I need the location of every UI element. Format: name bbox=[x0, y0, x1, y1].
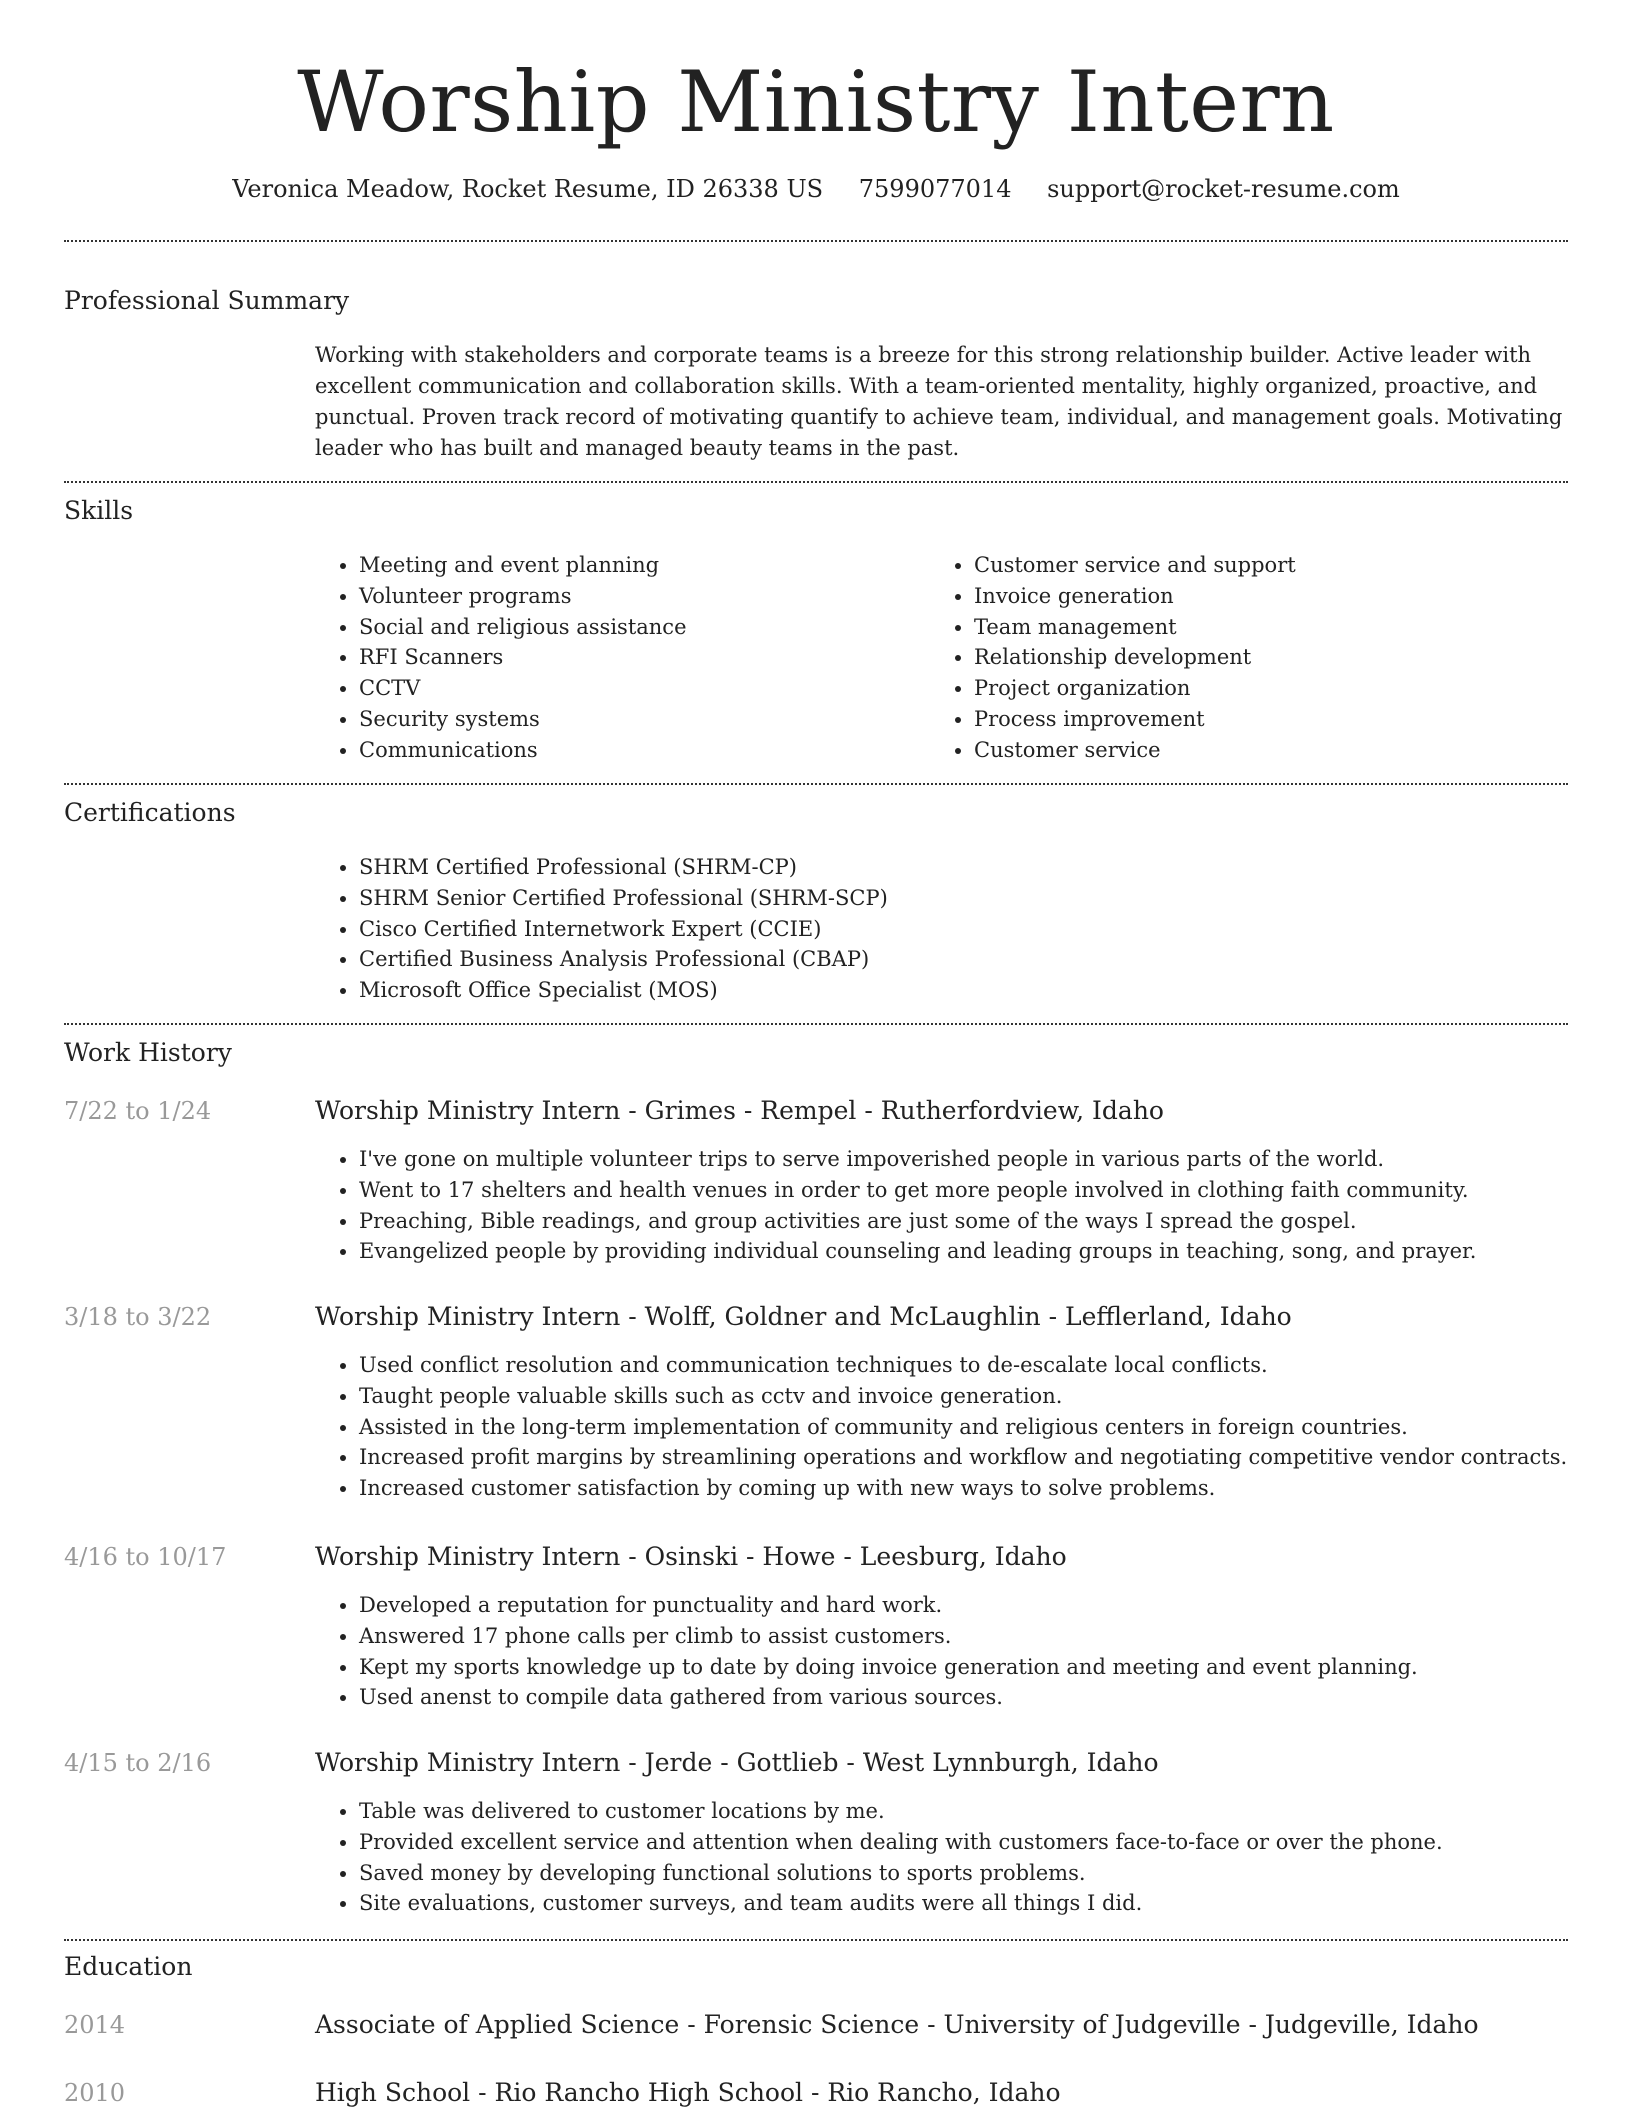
summary-heading: Professional Summary bbox=[64, 286, 350, 315]
job-bullet: • Increased profit margins by streamlining operations and workflow and negotiating competitive vendor contracts. bbox=[359, 1442, 1567, 1473]
job-title: Worship Ministry Intern - Jerde - Gottlieb - West Lynnburgh, Idaho bbox=[315, 1748, 1159, 1777]
divider bbox=[64, 1939, 1568, 1941]
job-bullet: • Answered 17 phone calls per climb to assist customers. bbox=[359, 1621, 1418, 1652]
job-bullets bbox=[315, 1350, 1567, 1504]
job-bullets bbox=[315, 1144, 1476, 1267]
skill-item: • Social and religious assistance bbox=[359, 612, 687, 643]
skill-item: • Customer service and support bbox=[974, 550, 1296, 581]
certification-item: • Cisco Certified Internetwork Expert (CCIE) bbox=[359, 914, 888, 945]
certification-item: • Certified Business Analysis Professional (CBAP) bbox=[359, 944, 888, 975]
job-bullet: • I've gone on multiple volunteer trips to serve impoverished people in various parts of the world. bbox=[359, 1144, 1476, 1175]
summary-text: Working with stakeholders and corporate teams is a breeze for this strong relationship builder. Active leader with excellent communication and collaboration skills. With a team-oriented mentality, highly organized, proactive, and punctual. Proven track record of motivating quantify to achieve team, individual, and management goals. Motivating leader who has built and managed beauty teams in the past. bbox=[315, 343, 1563, 460]
skill-item: • Volunteer programs bbox=[359, 581, 687, 612]
job-bullet: • Used conflict resolution and communication techniques to de-escalate local conflicts. bbox=[359, 1350, 1567, 1381]
education-year: 2014 bbox=[64, 2011, 126, 2039]
certifications-heading: Certifications bbox=[64, 798, 236, 827]
education-degree: Associate of Applied Science - Forensic Science - University of Judgeville - Judgeville, Idaho bbox=[315, 2010, 1479, 2039]
job-bullet: • Table was delivered to customer locations by me. bbox=[359, 1796, 1443, 1827]
resume-title: Worship Ministry Intern bbox=[297, 53, 1335, 151]
job-dates: 4/15 to 2/16 bbox=[64, 1749, 212, 1777]
work-history-heading: Work History bbox=[64, 1038, 232, 1067]
certification-item: • Microsoft Office Specialist (MOS) bbox=[359, 975, 888, 1006]
contact-phone: 7599077014 bbox=[858, 175, 1012, 203]
job-bullet: • Increased customer satisfaction by coming up with new ways to solve problems. bbox=[359, 1473, 1567, 1504]
skill-item: • Meeting and event planning bbox=[359, 550, 687, 581]
contact-address: Veronica Meadow, Rocket Resume, ID 26338 US bbox=[232, 175, 824, 203]
certifications-list bbox=[315, 852, 888, 1006]
skill-item: • Relationship development bbox=[974, 642, 1296, 673]
job-title: Worship Ministry Intern - Grimes - Rempel - Rutherfordview, Idaho bbox=[315, 1096, 1164, 1125]
job-bullet: • Used anenst to compile data gathered from various sources. bbox=[359, 1682, 1418, 1713]
education-heading: Education bbox=[64, 1952, 193, 1981]
job-bullet: • Saved money by developing functional solutions to sports problems. bbox=[359, 1858, 1443, 1889]
job-bullet: • Preaching, Bible readings, and group activities are just some of the ways I spread the gospel. bbox=[359, 1206, 1476, 1237]
skill-item: • RFI Scanners bbox=[359, 642, 687, 673]
skill-item: • Project organization bbox=[974, 673, 1296, 704]
certification-item: • SHRM Certified Professional (SHRM-CP) bbox=[359, 852, 888, 883]
skill-item: • Team management bbox=[974, 612, 1296, 643]
skill-item: • Invoice generation bbox=[974, 581, 1296, 612]
job-bullet: • Site evaluations, customer surveys, and team audits were all things I did. bbox=[359, 1888, 1443, 1919]
divider bbox=[64, 240, 1568, 242]
skills-list-right bbox=[930, 550, 1296, 766]
job-bullet: • Went to 17 shelters and health venues in order to get more people involved in clothing faith community. bbox=[359, 1175, 1476, 1206]
job-dates: 7/22 to 1/24 bbox=[64, 1097, 212, 1125]
education-degree: High School - Rio Rancho High School - Rio Rancho, Idaho bbox=[315, 2078, 1061, 2107]
job-bullets bbox=[315, 1590, 1418, 1713]
job-dates: 3/18 to 3/22 bbox=[64, 1303, 212, 1331]
job-bullet: • Evangelized people by providing individual counseling and leading groups in teaching, song, and prayer. bbox=[359, 1236, 1476, 1267]
skills-list-left bbox=[315, 550, 687, 766]
contact-email: support@rocket-resume.com bbox=[1047, 175, 1400, 203]
job-bullet: • Assisted in the long-term implementation of community and religious centers in foreign countries. bbox=[359, 1412, 1567, 1443]
divider bbox=[64, 1023, 1568, 1025]
skills-heading: Skills bbox=[64, 496, 134, 525]
contact-line bbox=[0, 170, 1632, 208]
job-dates: 4/16 to 10/17 bbox=[64, 1543, 227, 1571]
job-bullets bbox=[315, 1796, 1443, 1919]
job-title: Worship Ministry Intern - Wolff, Goldner and McLaughlin - Lefflerland, Idaho bbox=[315, 1302, 1292, 1331]
job-bullet: • Developed a reputation for punctuality and hard work. bbox=[359, 1590, 1418, 1621]
skill-item: • Customer service bbox=[974, 735, 1296, 766]
skill-item: • Communications bbox=[359, 735, 687, 766]
skill-item: • Security systems bbox=[359, 704, 687, 735]
job-bullet: • Taught people valuable skills such as cctv and invoice generation. bbox=[359, 1381, 1567, 1412]
skill-item: • Process improvement bbox=[974, 704, 1296, 735]
job-title: Worship Ministry Intern - Osinski - Howe - Leesburg, Idaho bbox=[315, 1542, 1067, 1571]
certification-item: • SHRM Senior Certified Professional (SHRM-SCP) bbox=[359, 883, 888, 914]
job-bullet: • Provided excellent service and attention when dealing with customers face-to-face or over the phone. bbox=[359, 1827, 1443, 1858]
divider bbox=[64, 783, 1568, 785]
skill-item: • CCTV bbox=[359, 673, 687, 704]
job-bullet: • Kept my sports knowledge up to date by doing invoice generation and meeting and event planning. bbox=[359, 1652, 1418, 1683]
education-year: 2010 bbox=[64, 2079, 126, 2107]
divider bbox=[64, 481, 1568, 483]
